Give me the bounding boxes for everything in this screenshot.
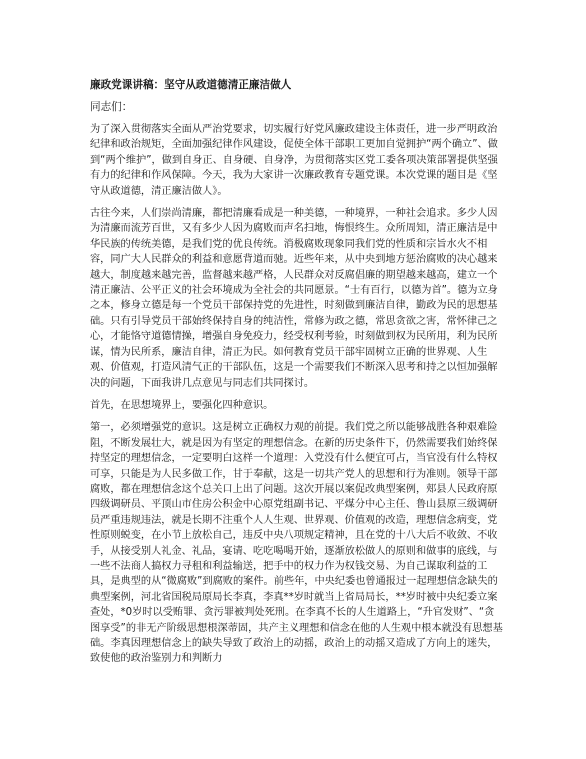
paragraph-section-heading: 首先，在思想境界上，要强化四种意识。: [90, 399, 274, 411]
document-title: 廉政党课讲稿：坚守从政道德清正廉洁做人: [90, 79, 292, 91]
paragraph-background: 古往今来，人们崇尚清廉，都把清廉看成是一种美德，一种境界，一种社会追求。多少人因为清廉而流芳百世，又有多少人因为腐败而声名扫地，悔恨终生。众所周知，清正廉洁是中华民族的传统美德，是我们党的优良传统。消极腐败现象同我们党的性质和宗旨水火不相容，同广大人民群众的利益和意愿背道而驰。近些年来，从中央到地方惩治腐败的决心越来越大，制度越来越完善，监督越来越严格，人民群众对反腐倡廉的期望越来越高，建立一个清正廉洁、公平正义的社会环境成为全社会的共同愿景。“士有百行，以德为首”。德为立身之本，修身立德是每一个党员干部保持党的先进性，时刻做到廉洁自律，勤政为民的思想基础。只有引导党员干部始终保持自身的纯洁性，常修为政之德，常思贪欲之害，常怀律己之心，才能恪守道德情操，增强自身免疫力，经受权利考验，时刻做到权为民所用，利为民所谋，情为民所系，廉洁自律，清正为民。如何教育党员干部牢固树立正确的世界观、人生观、价值观，打造风清气正的干部队伍，这是一个需要我们不断深入思考和持之以恒加强解决的问题，下面我讲几点意见与同志们共同探讨。: [90, 208, 498, 389]
paragraph-point-one: 第一，必须增强党的意识。这是树立正确权力观的前提。我们党之所以能够战胜各种艰难险阻，不断发展壮大，就是因为有坚定的理想信念。在新的历史条件下，仍然需要我们始终保持坚定的理想信念，一定要明白这样一个道理：入党没有什么便宜可占，当官没有什么特权可享，只能是为人民多做工作，甘于奉献，这是一切共产党人的思想和行为准则。领导干部腐败，都在理想信念这个总关口上出了问题。这次开展以案促改典型案例，郏县人民政府原四级调研员、平顶山市住房公积金中心原党组副书记、平煤分中心主任、鲁山县原三级调研员严重违规违法，就是长期不注重个人人生观、世界观、价值观的改造，理想信念病变，党性原则蜕变，在小节上放松自己，违反中央八项规定精神，且在党的十八大后不收敛、不收手，从接受别人礼金、礼品，宴请、吃吃喝喝开始，逐渐放松做人的原则和做事的底线，与一些不法商人搞权力寻租和利益输送，把手中的权力作为权钱交易、为自己谋取利益的工具，是典型的从“微腐败”到腐败的案件。前些年，中央纪委也曾通报过一起理想信念缺失的典型案例，河北省国税局原局长李真，李真**岁时就当上省局局长，**岁时被中央纪委立案查处，*0岁时以受贿罪、贪污罪被判处死刑。在李真不长的人生道路上，“升官发财”、“贪图享受”的非无产阶级思想根深蒂固，共产主义理想和信念在他的人生观中根本就没有思想基础。李真因理想信念上的缺失导致了政治上的动摇，政治上的动摇又造成了方向上的迷失，致使他的政治鉴别力和判断力: [90, 422, 503, 665]
salutation: 同志们：: [90, 101, 133, 113]
paragraph-intro: 为了深入贯彻落实全面从严治党要求，切实履行好党风廉政建设主体责任，进一步严明政治纪律和政治规矩，全面加强纪律作风建设，促使全体干部职工更加自觉拥护“两个确立”、做到“两个维护”，做到自身正、自身硬、自身净，为贯彻落实区党工委各项决策部署提供坚强有力的纪律和作风保障。今天，我为大家讲一次廉政教育专题党课。本次党课的题目是《坚守从政道德，清正廉洁做人》。: [90, 124, 498, 197]
